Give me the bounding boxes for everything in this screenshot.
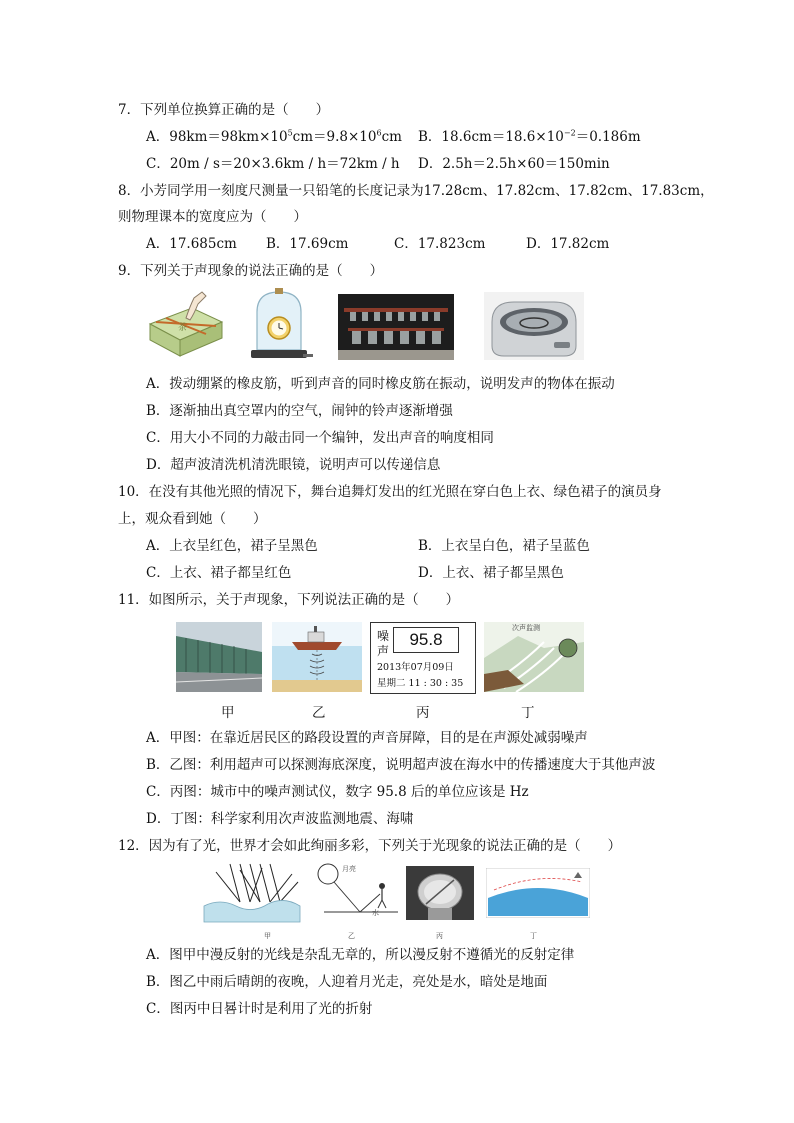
- noise-meter-label-bottom: 声: [377, 644, 390, 658]
- q7-option-d: D．2.5h＝2.5h×60＝150min: [418, 156, 610, 172]
- noise-meter-label-top: 噪: [377, 629, 390, 643]
- q10-option-c: C．上衣、裙子都呈红色: [146, 565, 292, 581]
- q11-option-a: A．甲图：在靠近居民区的路段设置的声音屏障，目的是在声源处减弱噪声: [146, 730, 588, 746]
- q12-stem: 12．因为有了光，世界才会如此绚丽多彩，下列关于光现象的说法正确的是（ ）: [118, 838, 622, 854]
- q9-option-d: D．超声波清洗机清洗眼镜，说明声可以传递信息: [146, 457, 441, 473]
- q10-option-d: D．上衣、裙子都呈黑色: [418, 565, 564, 581]
- bell-jar-clock-figure: [243, 286, 315, 364]
- q12-fig-label-yi: 乙: [348, 932, 355, 940]
- q10-stem-line2: 上，观众看到她（ ）: [118, 511, 267, 527]
- q12-fig-label-jia: 甲: [264, 932, 271, 940]
- q12-option-b: B．图乙中雨后晴朗的夜晚，人迎着月光走，亮处是水，暗处是地面: [146, 974, 548, 990]
- q8-option-b: B．17.69cm: [266, 236, 349, 252]
- sound-barrier-figure: [176, 622, 262, 692]
- q11-option-d: D．丁图：科学家利用次声波监测地震、海啸: [146, 811, 414, 827]
- q7-option-a: A．$98km=98km\times 10^5cm=9.8\times 10^6cm$: [146, 128, 402, 145]
- q7-stem: 7．下列单位换算正确的是（ ）: [118, 102, 330, 118]
- q8-stem-line2: 则物理课本的宽度应为（ ）: [118, 209, 307, 225]
- ship-sonar-figure: [272, 622, 362, 692]
- q12-fig-label-ding: 丁: [530, 932, 537, 940]
- q9-option-c: C．用大小不同的力敲击同一个编钟，发出声音的响度相同: [146, 430, 494, 446]
- q11-fig-label-yi: 乙: [312, 705, 326, 721]
- noise-meter-value: 95.8: [393, 627, 459, 653]
- moon-water-figure: [314, 860, 400, 924]
- noise-meter-date: 2013年07月09日: [377, 662, 454, 673]
- chime-bells-figure: [338, 294, 454, 360]
- diffuse-reflection-figure: [200, 860, 304, 924]
- q11-fig-label-ding: 丁: [521, 705, 535, 721]
- noise-meter-figure: [370, 622, 476, 694]
- moon-label: 月亮: [342, 865, 356, 873]
- sundial-figure: [406, 866, 474, 920]
- q10-option-b: B．上衣呈白色，裙子呈蓝色: [418, 538, 590, 554]
- q8-option-d: D．17.82cm: [526, 236, 610, 252]
- q11-option-b: B．乙图：利用超声可以探测海底深度，说明超声波在海水中的传播速度大于其他声波: [146, 757, 656, 773]
- q10-option-a: A．上衣呈红色，裙子呈黑色: [146, 538, 318, 554]
- svg-text:茶: 茶: [178, 323, 188, 333]
- sea-horizon-figure: [486, 868, 590, 918]
- q10-stem-line1: 10．在没有其他光照的情况下，舞台追舞灯发出的红光照在穿白色上衣、绿色裙子的演员身: [118, 484, 662, 500]
- rubber-band-box-figure: [146, 288, 226, 360]
- q8-option-c: C．17.823cm: [394, 236, 486, 252]
- q12-option-c: C．图丙中日晷计时是利用了光的折射: [146, 1001, 373, 1017]
- q9-stem: 9．下列关于声现象的说法正确的是（ ）: [118, 263, 384, 279]
- water-label: 水: [372, 909, 379, 917]
- q12-fig-label-bing: 丙: [436, 932, 443, 940]
- q7-option-b: B．$18.6cm=18.6\times 10^{-2}=0.186m$: [418, 128, 641, 145]
- noise-meter-time: 星期二 11 : 30 : 35: [377, 678, 464, 689]
- q11-option-c: C．丙图：城市中的噪声测试仪，数字 95.8 后的单位应该是 Hz: [146, 784, 529, 800]
- q12-option-a: A．图甲中漫反射的光线是杂乱无章的，所以漫反射不遵循光的反射定律: [146, 947, 575, 963]
- q9-option-a: A．拨动绷紧的橡皮筋，听到声音的同时橡皮筋在振动，说明发声的物体在振动: [146, 376, 615, 392]
- q11-fig-label-bing: 丙: [416, 705, 430, 721]
- q11-fig-label-jia: 甲: [221, 705, 235, 721]
- q7-option-c: C．20m / s＝20×3.6km / h＝72km / h: [146, 156, 400, 172]
- q11-stem: 11．如图所示，关于声现象，下列说法正确的是（ ）: [118, 592, 460, 608]
- infrasound-monitoring-title: 次声监测: [512, 624, 540, 632]
- q8-stem-line1: 8．小芳同学用一刻度尺测量一只铅笔的长度记录为17.28cm、17.82cm、17.82cm、17.83cm，: [118, 183, 714, 199]
- ultrasonic-cleaner-figure: [484, 292, 584, 360]
- q8-option-a: A．17.685cm: [146, 236, 237, 252]
- q9-option-b: B．逐渐抽出真空罩内的空气，闹钟的铃声逐渐增强: [146, 403, 453, 419]
